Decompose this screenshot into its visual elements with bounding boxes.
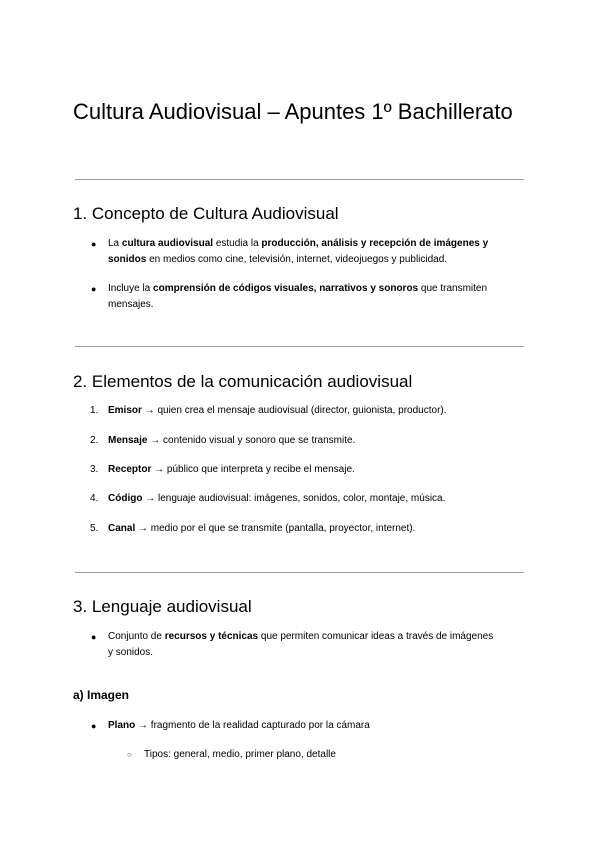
- divider: [75, 346, 524, 347]
- page-title: Cultura Audiovisual – Apuntes 1º Bachillerato: [73, 99, 513, 124]
- bullet-icon: ●: [91, 632, 97, 642]
- divider: [75, 572, 524, 573]
- list-number: 3.: [90, 464, 99, 475]
- list-number: 2.: [90, 435, 99, 446]
- list-item: Incluye la comprensión de códigos visuales, narrativos y sonoros que transmiten mensajes.: [108, 283, 488, 310]
- bullet-icon: ●: [91, 721, 97, 731]
- list-item: Canal → medio por el que se transmite (pantalla, proyector, internet).: [108, 523, 416, 534]
- list-item: Receptor → público que interpreta y recibe el mensaje.: [108, 464, 355, 475]
- subsection-heading: a) Imagen: [73, 688, 130, 702]
- list-item: La cultura audiovisual estudia la producción, análisis y recepción de imágenes y sonidos en medios como cine, televisión, internet, videojuegos y publicidad.: [108, 238, 489, 265]
- section-2-heading: 2. Elementos de la comunicación audiovisual: [73, 372, 413, 391]
- list-item: Código → lenguaje audiovisual: imágenes, sonidos, color, montaje, música.: [108, 493, 446, 504]
- circle-bullet-icon: ○: [127, 750, 132, 759]
- divider: [75, 179, 524, 180]
- bullet-icon: ●: [91, 284, 97, 294]
- list-item: Conjunto de recursos y técnicas que permiten comunicar ideas a través de imágenes y sonidos.: [108, 631, 494, 658]
- list-item: Plano → fragmento de la realidad capturado por la cámara: [108, 720, 370, 731]
- section-1-heading: 1. Concepto de Cultura Audiovisual: [73, 204, 339, 223]
- list-item: Emisor → quien crea el mensaje audiovisual (director, guionista, productor).: [108, 405, 447, 416]
- list-number: 4.: [90, 493, 99, 504]
- section-3-heading: 3. Lenguaje audiovisual: [73, 597, 252, 616]
- list-number: 1.: [90, 405, 99, 416]
- list-item: Mensaje → contenido visual y sonoro que se transmite.: [108, 435, 356, 446]
- list-number: 5.: [90, 523, 99, 534]
- bullet-icon: ●: [91, 239, 97, 249]
- list-item: Tipos: general, medio, primer plano, detalle: [144, 749, 336, 760]
